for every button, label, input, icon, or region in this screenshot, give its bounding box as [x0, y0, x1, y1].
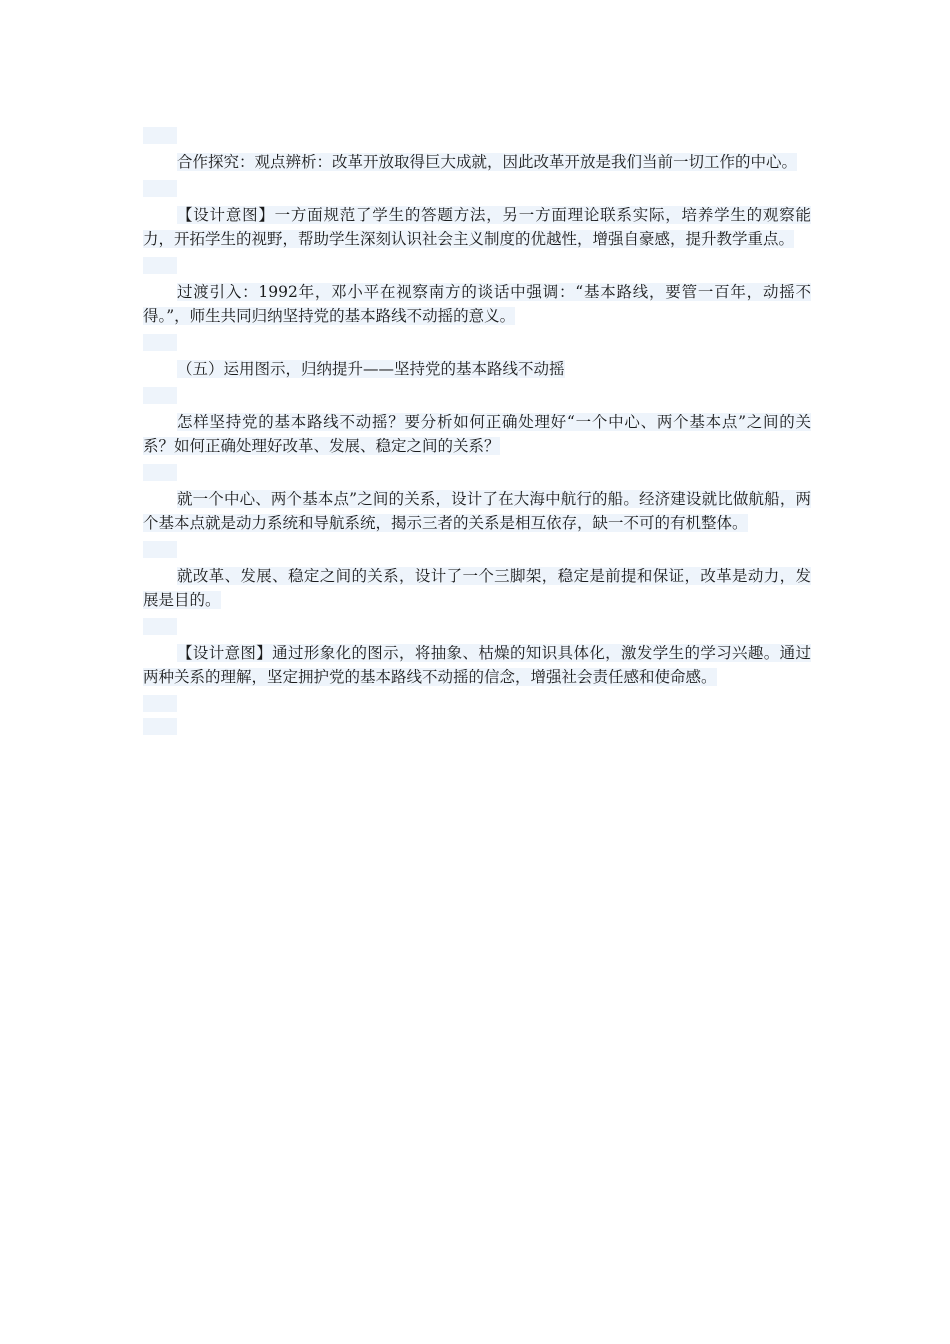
empty-line [143, 334, 177, 351]
document-body [143, 127, 811, 735]
empty-line [143, 257, 177, 274]
empty-line [143, 618, 177, 635]
empty-line [143, 180, 177, 197]
empty-line [143, 541, 177, 558]
section-heading-five: （五）运用图示，归纳提升——坚持党的基本路线不动摇 [177, 360, 565, 378]
paragraph-transition: 过渡引入：1992年，邓小平在视察南方的谈话中强调：“基本路线，要管一百年，动摇不得。”，师生共同归纳坚持党的基本路线不动摇的意义。 [143, 283, 811, 325]
paragraph-cooperative-inquiry: 合作探究：观点辨析：改革开放取得巨大成就，因此改革开放是我们当前一切工作的中心。 [177, 153, 798, 171]
paragraph-question: 怎样坚持党的基本路线不动摇？要分析如何正确处理好“一个中心、两个基本点”之间的关系？如何正确处理好改革、发展、稳定之间的关系？ [143, 413, 811, 455]
empty-line [143, 695, 177, 712]
paragraph-design-intent-1: 【设计意图】一方面规范了学生的答题方法，另一方面理论联系实际，培养学生的观察能力，开拓学生的视野，帮助学生深刻认识社会主义制度的优越性，增强自豪感，提升教学重点。 [143, 206, 811, 248]
paragraph-design-intent-2: 【设计意图】通过形象化的图示，将抽象、枯燥的知识具体化，激发学生的学习兴趣。通过两种关系的理解，坚定拥护党的基本路线不动摇的信念，增强社会责任感和使命感。 [143, 644, 811, 686]
empty-line [143, 464, 177, 481]
empty-line [143, 387, 177, 404]
empty-line [143, 718, 177, 735]
paragraph-tripod-analogy: 就改革、发展、稳定之间的关系，设计了一个三脚架，稳定是前提和保证，改革是动力，发展是目的。 [143, 567, 811, 609]
empty-line [143, 127, 177, 144]
paragraph-ship-analogy: 就一个中心、两个基本点”之间的关系，设计了在大海中航行的船。经济建设就比做航船，两个基本点就是动力系统和导航系统，揭示三者的关系是相互依存，缺一不可的有机整体。 [143, 490, 811, 532]
